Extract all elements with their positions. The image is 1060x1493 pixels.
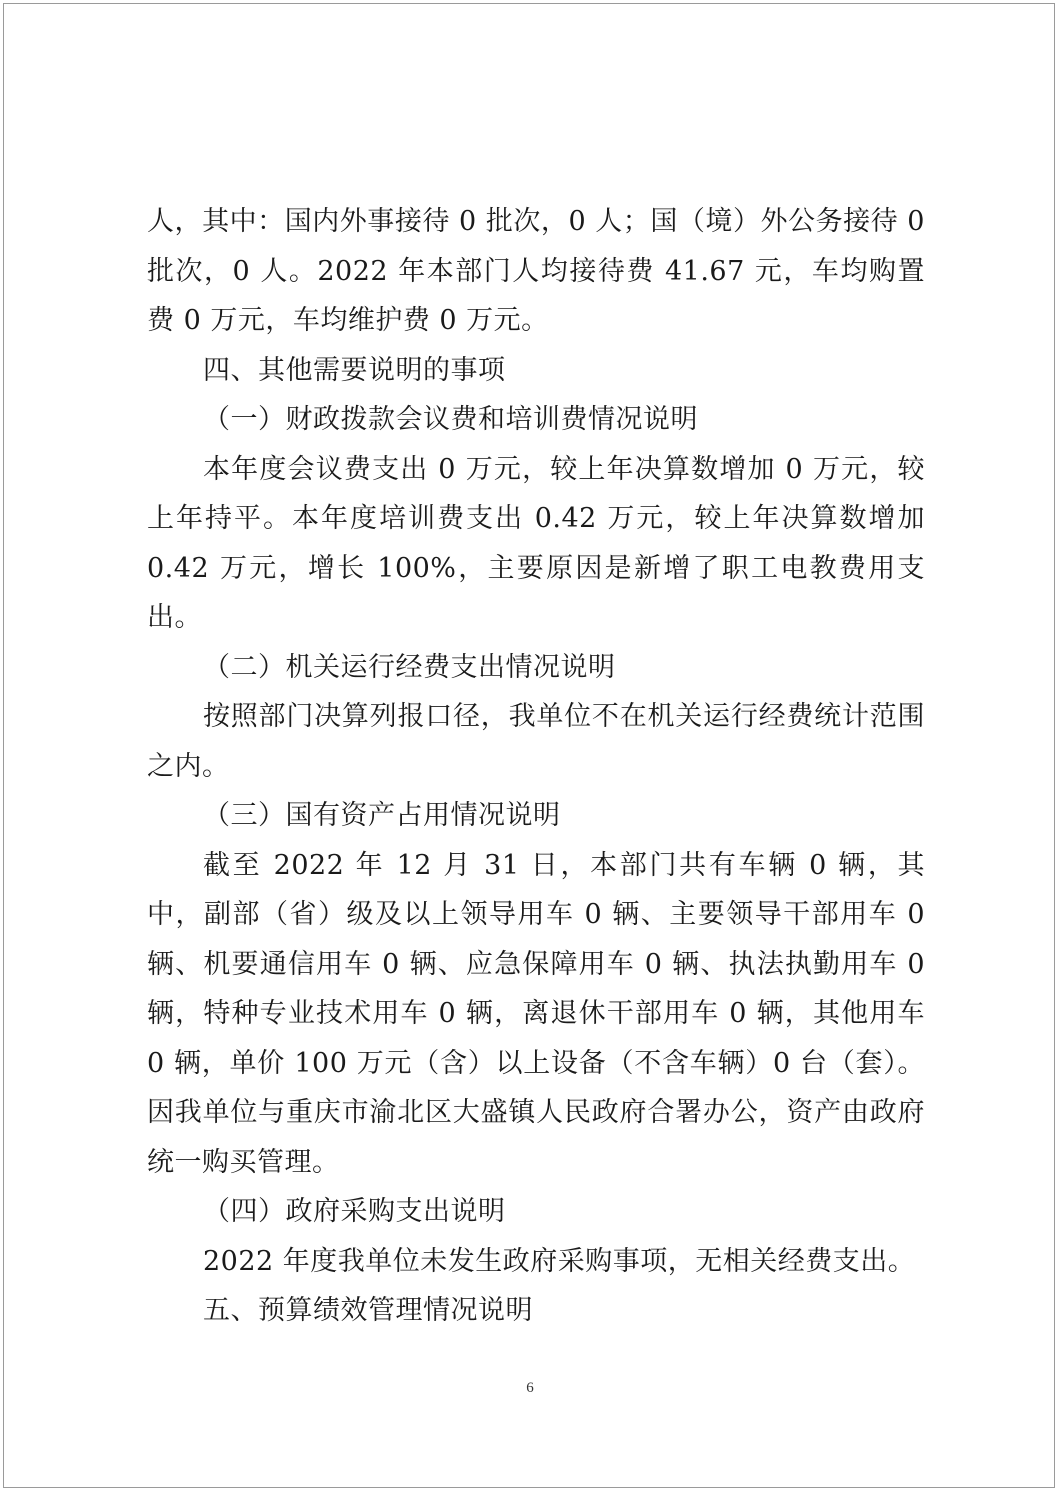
paragraph-operating-expenses: 按照部门决算列报口径，我单位不在机关运行经费统计范围之内。: [147, 701, 925, 782]
paragraph-meeting-training-fees: 本年度会议费支出 0 万元，较上年决算数增加 0 万元，较上年持平。本年度培训费支出 0.42 万元，较上年决算数增加 0.42 万元，增长 100%，主要原因是新增了职工电教费用支出。: [147, 453, 925, 633]
paragraph-state-assets: 截至 2022 年 12 月 31 日，本部门共有车辆 0 辆，其中，副部（省）级及以上领导用车 0 辆、主要领导干部用车 0 辆、机要通信用车 0 辆、应急保障用车 0 辆、执法执勤用车 0 辆，特种专业技术用车 0 辆，离退休干部用车 0 辆，其他用车 0 辆，单价 100 万元（含）以上设备（不含车辆）0 台（套）。因我单位与重庆市渝北区大盛镇人民政府合署办公，资产由政府统一购买管理。: [147, 849, 925, 1178]
subheading-meeting-training-fees: （一）财政拨款会议费和培训费情况说明: [203, 404, 698, 435]
document-body: [147, 197, 925, 1336]
paragraph-reception-details: 人，其中：国内外事接待 0 批次，0 人；国（境）外公务接待 0 批次，0 人。2022 年本部门人均接待费 41.67 元，车均购置费 0 万元，车均维护费 0 万元。: [147, 206, 925, 336]
section-heading-performance-management: 五、预算绩效管理情况说明: [203, 1295, 533, 1326]
page-number: 6: [526, 1380, 534, 1396]
section-heading-other-matters: 四、其他需要说明的事项: [203, 354, 506, 386]
subheading-state-assets: （三）国有资产占用情况说明: [203, 800, 561, 831]
paragraph-government-procurement: 2022 年度我单位未发生政府采购事项，无相关经费支出。: [203, 1245, 916, 1277]
subheading-government-procurement: （四）政府采购支出说明: [203, 1196, 506, 1227]
subheading-operating-expenses: （二）机关运行经费支出情况说明: [203, 651, 616, 683]
